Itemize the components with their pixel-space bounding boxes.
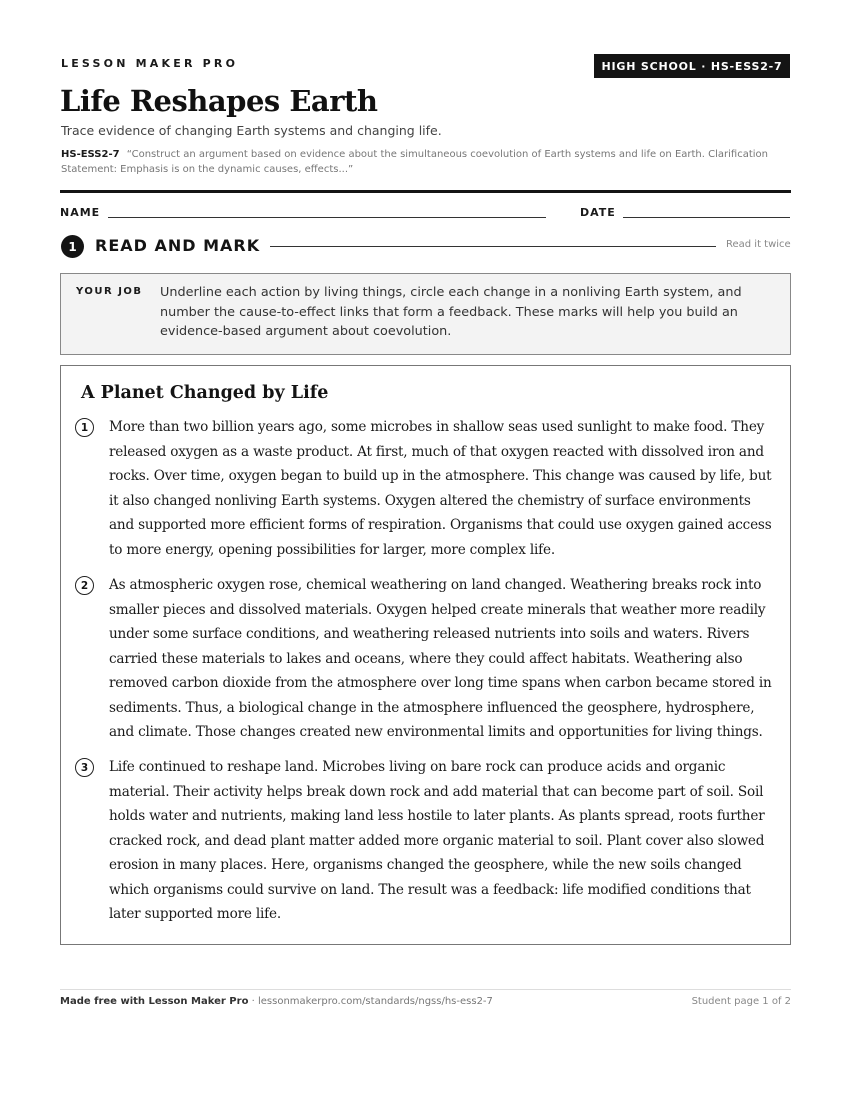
- name-field[interactable]: [108, 217, 546, 218]
- footer-page-number: Student page 1 of 2: [691, 996, 791, 1007]
- your-job-label: YOUR JOB: [76, 286, 143, 297]
- name-label: NAME: [60, 206, 101, 219]
- section-divider: [270, 246, 716, 247]
- standard-text: “Construct an argument based on evidence about the simultaneous coevolution of Earth systems and life on Earth. Clarification Statement: Emphasis is on the dynamic causes, effects...”: [61, 149, 768, 175]
- paragraph-number: 3: [75, 758, 94, 777]
- footer-divider: [60, 989, 791, 990]
- passage-paragraph: [75, 755, 775, 927]
- brand-wordmark: LESSON MAKER PRO: [61, 57, 239, 70]
- paragraph-text: Life continued to reshape land. Microbes living on bare rock can produce acids and organic material. Their activity helps break down rock and add material that can become part of soil. Soil holds water and nutrients, making land less hostile to later plants. As plants spread, roots further cracked rock, and dead plant matter added more organic material to soil. Plant cover also slowed erosion in many places. Here, organisms changed the geosphere, while the new soils changed which organisms could survive on land. The result was a feedback: life modified conditions that later supported more life.: [109, 759, 765, 922]
- worksheet-subtitle: Trace evidence of changing Earth systems and changing life.: [61, 123, 442, 138]
- header-divider: [60, 190, 791, 193]
- footer-credit: [60, 996, 493, 1007]
- date-field[interactable]: [623, 217, 790, 218]
- paragraph-number: 2: [75, 576, 94, 595]
- passage-title: A Planet Changed by Life: [81, 383, 329, 403]
- date-label: DATE: [580, 206, 616, 219]
- your-job-box: [60, 273, 791, 355]
- section-note: Read it twice: [726, 239, 791, 250]
- standard-code: HS-ESS2-7: [61, 149, 120, 160]
- footer-url[interactable]: · lessonmakerpro.com/standards/ngss/hs-ess2-7: [248, 996, 493, 1007]
- footer-made-with: Made free with Lesson Maker Pro: [60, 996, 249, 1007]
- paragraph-text: As atmospheric oxygen rose, chemical weathering on land changed. Weathering breaks rock into smaller pieces and dissolved materials. Oxygen helped create minerals that weather more readily under some surface conditions, and weathering released nutrients into soils and waters. Rivers carried these materials to lakes and oceans, where they could affect habitats. Weathering also removed carbon dioxide from the atmosphere over long time spans when carbon became stored in sediments. Thus, a biological change in the atmosphere influenced the geosphere, hydrosphere, and climate. Those changes created new environmental limits and opportunities for living things.: [109, 577, 772, 740]
- grade-standard-badge: HIGH SCHOOL · HS-ESS2-7: [594, 54, 790, 78]
- passage-paragraph: [75, 573, 775, 745]
- passage-paragraph: [75, 415, 775, 562]
- worksheet-title: Life Reshapes Earth: [60, 84, 378, 118]
- standard-statement: [61, 147, 791, 177]
- reading-passage: [60, 365, 791, 945]
- section-number-badge: 1: [61, 235, 84, 258]
- paragraph-text: More than two billion years ago, some microbes in shallow seas used sunlight to make food. They released oxygen as a waste product. At first, much of that oxygen reacted with dissolved iron and rocks. Over time, oxygen began to build up in the atmosphere. This change was caused by life, but it also changed nonliving Earth systems. Oxygen altered the chemistry of surface environments and supported more efficient forms of respiration. Organisms that could use oxygen gained access to more energy, opening possibilities for larger, more complex life.: [109, 419, 772, 558]
- section-title: READ AND MARK: [95, 236, 261, 255]
- your-job-instructions: Underline each action by living things, circle each change in a nonliving Earth system, and number the cause-to-effect links that form a feedback. These marks will help you build an evidence-based argument about coevolution.: [160, 285, 742, 339]
- paragraph-number: 1: [75, 418, 94, 437]
